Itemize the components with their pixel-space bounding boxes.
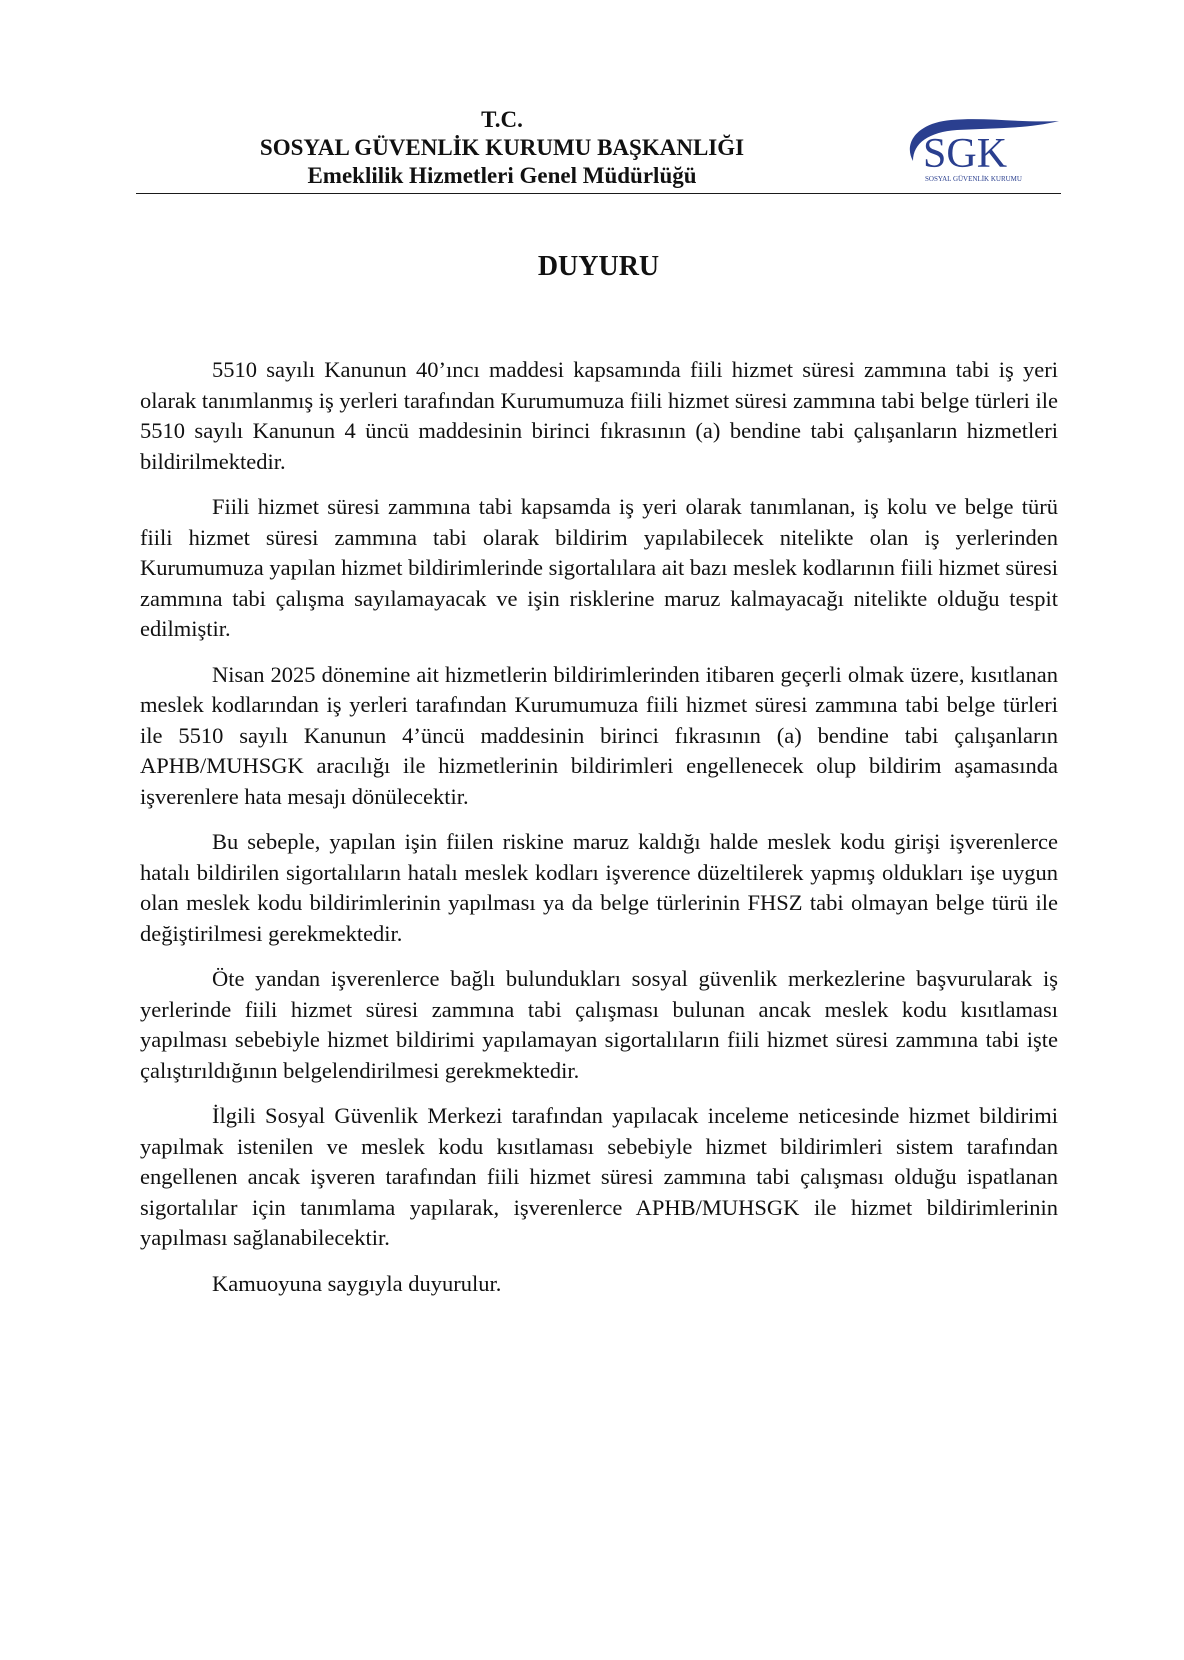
paragraph-6: İlgili Sosyal Güvenlik Merkezi tarafından yapılacak inceleme neticesinde hizmet bildirimi yapılmak istenilen ve meslek kodu kısıtlaması sebebiyle hizmet bildirimleri sistem tarafından engellenen ancak işveren tarafından fiili hizmet süresi zammına tabi çalışması olduğu ispatlanan sigortalılar için tanımlama yapılarak, işverenlerce APHB/MUHSGK ile hizmet bildirimlerinin yapılması sağlanabilecektir. bbox=[140, 1103, 1058, 1250]
letterhead-text bbox=[136, 106, 868, 190]
paragraph-4: Bu sebeple, yapılan işin fiilen riskine maruz kaldığı halde meslek kodu girişi işverenlerce hatalı bildirilen sigortalıların hatalı meslek kodları işverence düzeltilerek yapmış oldukları işe uygun olan meslek kodu bildirimlerinin yapılması ya da belge türlerinin FHSZ tabi olmayan belge türü ile değiştirilmesi gerekmektedir. bbox=[140, 829, 1058, 946]
logo-text: SGK bbox=[923, 131, 1008, 177]
logo-subtitle: SOSYAL GÜVENLİK KURUMU bbox=[925, 175, 1022, 183]
paragraph-3: Nisan 2025 dönemine ait hizmetlerin bildirimlerinden itibaren geçerli olmak üzere, kısıtlanan meslek kodlarından iş yerleri tarafından Kurumumuza fiili hizmet süresi zammına tabi belge türleri ile 5510 sayılı Kanunun 4’üncü maddesinin birinci fıkrasının (a) bendine tabi çalışanların APHB/MUHSGK aracılığı ile hizmetlerinin bildirimleri engellenecek olup bildirim aşamasında işverenlere hata mesajı dönülecektir. bbox=[140, 661, 1058, 809]
header-line-department: Emeklilik Hizmetleri Genel Müdürlüğü bbox=[307, 163, 697, 188]
header-line-tc: T.C. bbox=[481, 107, 523, 132]
letterhead bbox=[136, 106, 1061, 194]
announcement-body bbox=[140, 355, 1058, 1314]
paragraph-2: Fiili hizmet süresi zammına tabi kapsamda iş yeri olarak tanımlanan, iş kolu ve belge türü fiili hizmet süresi zammına tabi olarak bildirim yapılabilecek nitelikte olan iş yerlerinden Kurumumuza yapılan hizmet bildirimlerinde sigortalılara ait bazı meslek kodlarının fiili hizmet süresi zammına tabi çalışma sayılamayacak ve işin risklerine maruz kalmayacağı nitelikte olduğu tespit edilmiştir. bbox=[140, 494, 1058, 641]
header-divider bbox=[136, 193, 1061, 194]
document-title: DUYURU bbox=[537, 251, 660, 282]
header-line-institution: SOSYAL GÜVENLİK KURUMU BAŞKANLIĞI bbox=[259, 135, 745, 160]
paragraph-1: 5510 sayılı Kanunun 40’ıncı maddesi kapsamında fiili hizmet süresi zammına tabi iş yeri olarak tanımlanmış iş yerleri tarafından Kurumumuza fiili hizmet süresi zammına tabi belge türleri ile 5510 sayılı Kanunun 4 üncü maddesinin birinci fıkrasının (a) bendine tabi çalışanların hizmetleri bildirilmektedir. bbox=[140, 357, 1058, 474]
paragraph-5: Öte yandan işverenlerce bağlı bulundukları sosyal güvenlik merkezlerine başvurularak iş yerlerinde fiili hizmet süresi zammına tabi çalışması bulunan ancak meslek kodu kısıtlaması yapılması sebebiyle hizmet bildirimi yapılamayan sigortalıların fiili hizmet süresi zammına tabi işte çalıştırıldığının belgelendirilmesi gerekmektedir. bbox=[140, 966, 1058, 1083]
sgk-logo bbox=[899, 111, 1061, 187]
closing-line: Kamuoyuna saygıyla duyurulur. bbox=[212, 1270, 502, 1296]
